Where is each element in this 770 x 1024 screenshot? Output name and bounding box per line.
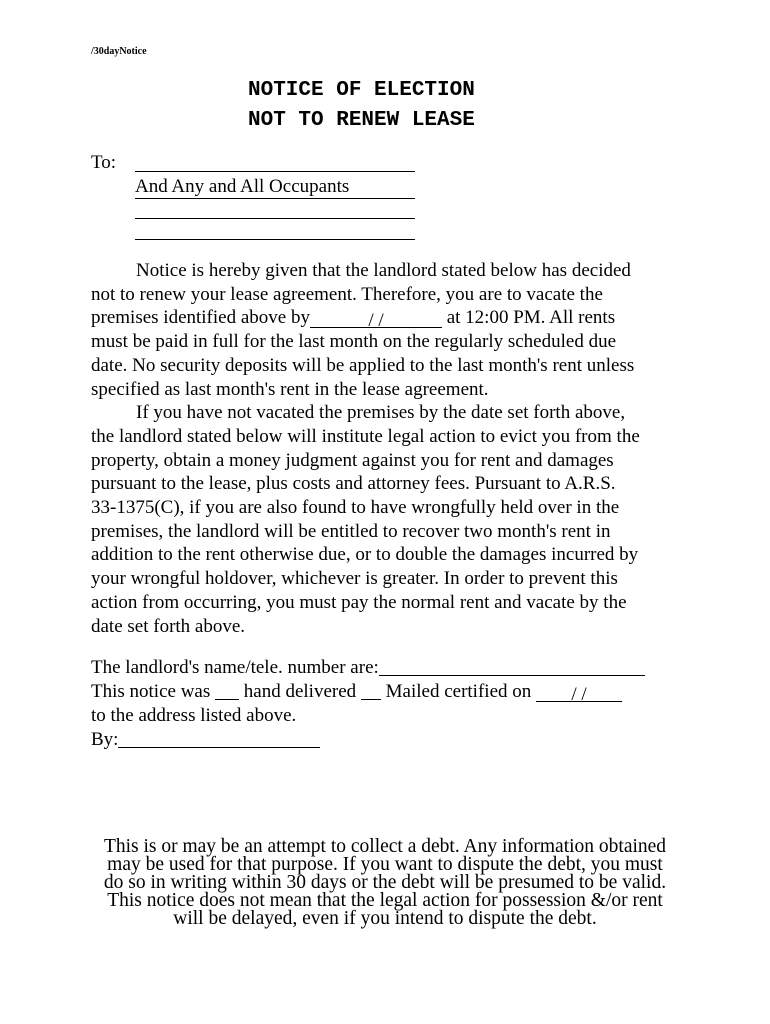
text-line: If you have not vacated the premises by the date set forth above, <box>136 402 626 424</box>
paragraph-vacate <box>91 259 681 401</box>
text-line: your wrongful holdover, whichever is greater. In order to prevent this <box>91 568 618 590</box>
vacate-date-field[interactable]: / / <box>310 309 442 328</box>
disclaimer-line: do so in writing within 30 days or the debt will be presumed to be valid. <box>103 872 667 893</box>
hand-delivered-checkbox[interactable] <box>215 681 239 700</box>
landlord-name-field[interactable] <box>379 657 645 676</box>
delivery-method-line <box>91 680 645 704</box>
document-title <box>248 76 475 136</box>
text-line: Notice is hereby given that the landlord stated below has decided <box>136 260 631 281</box>
paragraph-legal-action <box>91 401 681 638</box>
text-line: addition to the rent otherwise due, or to double the damages incurred by <box>91 544 639 566</box>
mail-date-field[interactable]: / / <box>536 683 622 702</box>
by-label: By: <box>91 729 119 750</box>
text-line: property, obtain a money judgment against you for rent and damages <box>91 449 614 471</box>
text-line: specified as last month's rent in the lease agreement. <box>91 378 489 400</box>
text-segment: at 12:00 PM. All rents <box>441 307 616 329</box>
text-line: date. No security deposits will be applied to the last month's rent unless <box>91 354 635 376</box>
text-line: the landlord stated below will institute legal action to evict you from the <box>91 425 640 447</box>
title-line-1: NOTICE OF ELECTION <box>248 79 475 102</box>
text-line: must be paid in full for the last month on the regularly scheduled due <box>91 331 617 353</box>
text-line: date set forth above. <box>91 615 246 637</box>
recipient-name-line[interactable] <box>135 171 415 172</box>
signature-field[interactable] <box>118 729 320 748</box>
title-line-2: NOT TO RENEW LEASE <box>248 109 475 132</box>
debt-collection-disclaimer <box>80 838 690 928</box>
disclaimer-line: This notice does not mean that the legal action for possession &/or rent <box>107 890 663 911</box>
occupants-line: And Any and All Occupants <box>135 177 415 199</box>
text-line: not to renew your lease agreement. Therefore, you are to vacate the <box>91 283 603 305</box>
text-segment: hand delivered <box>239 681 361 702</box>
disclaimer-line: may be used for that purpose. If you want to dispute the debt, you must <box>107 854 663 875</box>
address-line: to the address listed above. <box>91 705 297 726</box>
text-line: 33-1375(C), if you are also found to have wrongfully held over in the <box>91 497 620 519</box>
text-line: premises, the landlord will be entitled to recover two month's rent in <box>91 520 611 542</box>
text-line: pursuant to the lease, plus costs and attorney fees. Pursuant to A.R.S. <box>91 473 616 495</box>
landlord-section <box>91 656 645 752</box>
disclaimer-line: This is or may be an attempt to collect a debt. Any information obtained <box>103 836 667 857</box>
text-line: action from occurring, you must pay the normal rent and vacate by the <box>91 591 627 613</box>
notice-body <box>91 259 681 638</box>
text-segment: Mailed certified on <box>380 681 536 702</box>
landlord-info-line <box>91 656 645 680</box>
signature-line <box>91 728 645 752</box>
text-line <box>91 306 681 330</box>
text-segment: This notice was <box>91 681 216 702</box>
disclaimer-line: will be delayed, even if you intend to dispute the debt. <box>173 908 597 929</box>
mailed-certified-checkbox[interactable] <box>361 681 381 700</box>
recipient-address-line-2[interactable] <box>135 239 415 240</box>
document-id: /30dayNotice <box>91 46 147 57</box>
text-segment: premises identified above by <box>91 307 310 329</box>
recipient-address-line-1[interactable] <box>135 218 415 219</box>
to-label: To: <box>91 152 117 173</box>
landlord-name-label: The landlord's name/tele. number are: <box>91 657 379 678</box>
